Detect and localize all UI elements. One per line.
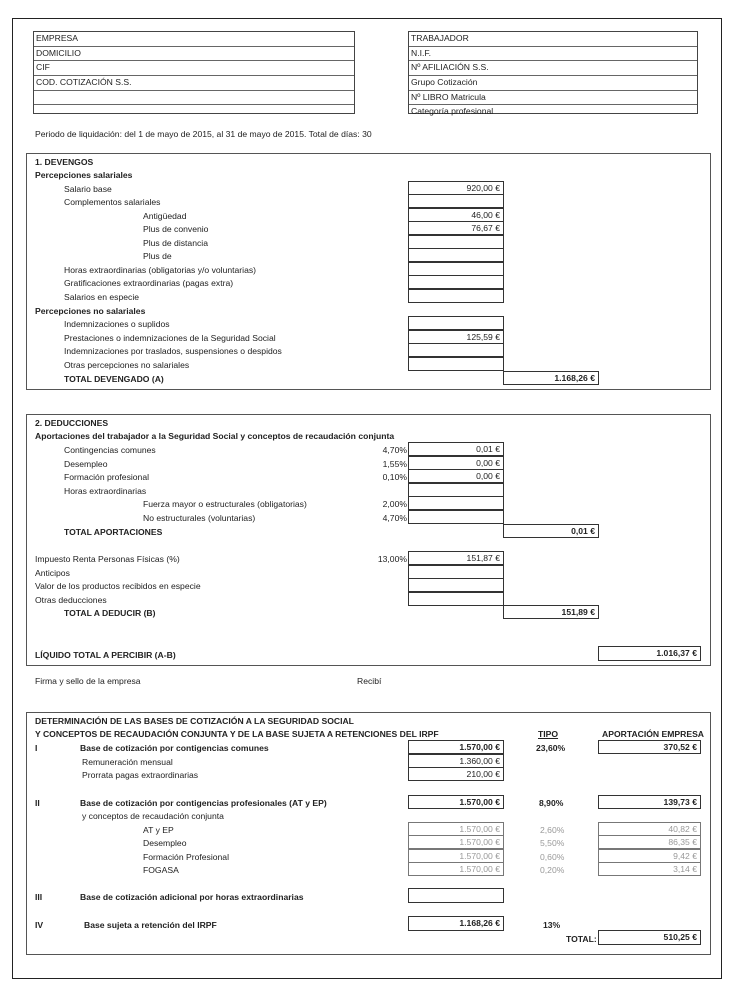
total-deducir-label: TOTAL A DEDUCIR (B) bbox=[64, 608, 156, 618]
recaudacion-label: Formación Profesional bbox=[143, 852, 229, 862]
devengo-value[interactable]: 46,00 € bbox=[408, 208, 504, 222]
aportacion-value[interactable]: 0,00 € bbox=[408, 469, 504, 483]
deduccion-label: Otras deducciones bbox=[35, 595, 107, 605]
aportacion-empresa-header: APORTACIÓN EMPRESA bbox=[602, 729, 705, 739]
aportacion-value[interactable] bbox=[408, 510, 504, 524]
recaudacion-aportacion: 3,14 € bbox=[598, 862, 701, 876]
total-aportacion-label: TOTAL: bbox=[566, 934, 597, 944]
no-salarial-value[interactable] bbox=[408, 357, 504, 371]
aportacion-label: Horas extraordinarias bbox=[64, 486, 147, 496]
deducciones-title: 2. DEDUCCIONES bbox=[35, 418, 109, 428]
tipo-header: TIPO bbox=[538, 729, 559, 739]
grupo-cotizacion-field[interactable]: Grupo Cotización bbox=[409, 76, 697, 91]
recaudacion-tipo: 2,60% bbox=[540, 825, 565, 835]
salariales-title: Percepciones salariales bbox=[35, 170, 133, 180]
total-aportaciones-value: 0,01 € bbox=[503, 524, 599, 538]
deduccion-value[interactable] bbox=[408, 592, 504, 606]
deduccion-value[interactable] bbox=[408, 565, 504, 579]
categoria-field[interactable]: Categoría profesional bbox=[411, 106, 494, 117]
base-comunes-aportacion: 370,52 € bbox=[598, 740, 701, 754]
recaudacion-label: FOGASA bbox=[143, 865, 179, 875]
base-comunes-value[interactable]: 1.570,00 € bbox=[408, 740, 504, 754]
no-salarial-value[interactable] bbox=[408, 343, 504, 357]
recaudacion-label: AT y EP bbox=[143, 825, 174, 835]
aportacion-value[interactable] bbox=[408, 496, 504, 510]
no-salarial-value[interactable]: 125,59 € bbox=[408, 330, 504, 344]
firma-empresa-label: Firma y sello de la empresa bbox=[35, 676, 141, 686]
base-profesionales-label: Base de cotización por contigencias profesionales (AT y EP) bbox=[80, 798, 327, 808]
deduccion-label: Impuesto Renta Personas Físicas (%) bbox=[35, 554, 180, 564]
total-deducir-value: 151,89 € bbox=[503, 605, 599, 619]
domicilio-field[interactable]: DOMICILIO bbox=[34, 47, 354, 62]
devengo-label: Plus de distancia bbox=[143, 238, 208, 248]
no-salarial-label: Indemnizaciones o suplidos bbox=[64, 319, 170, 329]
recaudacion-base[interactable]: 1.570,00 € bbox=[408, 849, 504, 863]
base-comunes-tipo: 23,60% bbox=[536, 743, 566, 753]
base-sub-label: Prorrata pagas extraordinarias bbox=[82, 770, 199, 780]
base-sub-value[interactable]: 1.360,00 € bbox=[408, 754, 504, 768]
devengo-label: Antigüedad bbox=[143, 211, 187, 221]
devengo-value[interactable] bbox=[408, 235, 504, 249]
recaudacion-tipo: 5,50% bbox=[540, 838, 565, 848]
aportacion-pct: 0,10% bbox=[382, 472, 407, 482]
aportacion-pct: 1,55% bbox=[382, 459, 407, 469]
devengo-label: Complementos salariales bbox=[64, 197, 161, 207]
base-profesionales-aportacion: 139,73 € bbox=[598, 795, 701, 809]
devengo-value[interactable] bbox=[408, 262, 504, 276]
devengo-value[interactable] bbox=[408, 289, 504, 303]
no-salarial-label: Prestaciones o indemnizaciones de la Seguridad Social bbox=[64, 333, 276, 343]
deduccion-label: Anticipos bbox=[35, 568, 70, 578]
deduccion-value[interactable] bbox=[408, 578, 504, 592]
base-sub-label: Remuneración mensual bbox=[82, 757, 173, 767]
nif-field[interactable]: N.I.F. bbox=[409, 47, 697, 62]
no-salarial-value[interactable] bbox=[408, 316, 504, 330]
devengo-value[interactable]: 76,67 € bbox=[408, 221, 504, 235]
devengo-value[interactable]: 920,00 € bbox=[408, 181, 504, 195]
trabajador-field[interactable]: TRABAJADOR bbox=[409, 32, 697, 47]
base-horas-extra-value[interactable] bbox=[408, 888, 504, 903]
recaudacion-aportacion: 40,82 € bbox=[598, 822, 701, 836]
base-irpf-value[interactable]: 1.168,26 € bbox=[408, 916, 504, 931]
total-devengado-label: TOTAL DEVENGADO (A) bbox=[64, 374, 164, 384]
recibi-label: Recibí bbox=[357, 676, 382, 686]
base-sub-value[interactable]: 210,00 € bbox=[408, 767, 504, 781]
empresa-field[interactable]: EMPRESA bbox=[34, 32, 354, 47]
devengo-value[interactable] bbox=[408, 275, 504, 289]
recaudacion-aportacion: 86,35 € bbox=[598, 835, 701, 849]
total-aportacion-value: 510,25 € bbox=[598, 930, 701, 945]
devengo-value[interactable] bbox=[408, 194, 504, 208]
aportacion-pct: 2,00% bbox=[382, 499, 407, 509]
cod-cotizacion-field[interactable]: COD. COTIZACIÓN S.S. bbox=[34, 76, 354, 91]
empresa-blank-field[interactable] bbox=[34, 91, 354, 106]
no-salarial-label: Otras percepciones no salariales bbox=[64, 360, 190, 370]
aportacion-label: Desempleo bbox=[64, 459, 108, 469]
afiliacion-field[interactable]: Nº AFILIACIÓN S.S. bbox=[409, 61, 697, 76]
libro-matricula-field[interactable]: Nº LIBRO Matricula bbox=[409, 91, 697, 106]
base-profesionales-tipo: 8,90% bbox=[539, 798, 564, 808]
section-num: III bbox=[35, 892, 43, 902]
empresa-box bbox=[33, 31, 355, 114]
base-horas-extra-label: Base de cotización adicional por horas extraordinarias bbox=[80, 892, 304, 902]
empresa-blank-field[interactable] bbox=[34, 105, 354, 119]
recaudacion-base[interactable]: 1.570,00 € bbox=[408, 862, 504, 876]
deduccion-value[interactable]: 151,87 € bbox=[408, 551, 504, 565]
recaudacion-label: Desempleo bbox=[143, 838, 187, 848]
recaudacion-base[interactable]: 1.570,00 € bbox=[408, 835, 504, 849]
recaudacion-base[interactable]: 1.570,00 € bbox=[408, 822, 504, 836]
no-salariales-title: Percepciones no salariales bbox=[35, 306, 146, 316]
recaudacion-aportacion: 9,42 € bbox=[598, 849, 701, 863]
aportacion-label: No estructurales (voluntarias) bbox=[143, 513, 256, 523]
devengo-label: Gratificaciones extraordinarias (pagas extra) bbox=[64, 278, 234, 288]
devengo-label: Horas extraordinarias (obligatorias y/o voluntarias) bbox=[64, 265, 257, 275]
deduccion-pct: 13,00% bbox=[377, 554, 407, 564]
cif-field[interactable]: CIF bbox=[34, 61, 354, 76]
recaudacion-tipo: 0,60% bbox=[540, 852, 565, 862]
recaudacion-subtitle: y conceptos de recaudación conjunta bbox=[82, 811, 224, 821]
aportacion-value[interactable] bbox=[408, 483, 504, 497]
no-salarial-label: Indemnizaciones por traslados, suspensiones o despidos bbox=[64, 346, 282, 356]
section-num: I bbox=[35, 743, 38, 753]
section-num: IV bbox=[35, 920, 44, 930]
devengo-label: Salarios en especie bbox=[64, 292, 140, 302]
aportacion-value[interactable]: 0,00 € bbox=[408, 456, 504, 470]
total-devengado-value: 1.168,26 € bbox=[503, 371, 599, 385]
aportacion-label: Fuerza mayor o estructurales (obligatorias) bbox=[143, 499, 307, 509]
recaudacion-tipo: 0,20% bbox=[540, 865, 565, 875]
base-irpf-tipo: 13% bbox=[543, 920, 561, 930]
aportacion-pct: 4,70% bbox=[382, 513, 407, 523]
aportacion-label: Formación profesional bbox=[64, 472, 150, 482]
devengos-title: 1. DEVENGOS bbox=[35, 157, 94, 167]
bases-title-2: Y CONCEPTOS DE RECAUDACIÓN CONJUNTA Y DE LA BASE SUJETA A RETENCIONES DEL IRPF bbox=[35, 729, 439, 739]
devengo-label: Plus de convenio bbox=[143, 224, 209, 234]
periodo-text: Periodo de liquidación: del 1 de mayo de 2015, al 31 de mayo de 2015. Total de días: 30 bbox=[35, 129, 372, 139]
bases-title-1: DETERMINACIÓN DE LAS BASES DE COTIZACIÓN A LA SEGURIDAD SOCIAL bbox=[35, 716, 354, 726]
devengo-label: Salario base bbox=[64, 184, 112, 194]
aportacion-label: Contingencias comunes bbox=[64, 445, 156, 455]
devengo-value[interactable] bbox=[408, 248, 504, 262]
aportaciones-title: Aportaciones del trabajador a la Seguridad Social y conceptos de recaudación conjunta bbox=[35, 431, 395, 441]
section-num: II bbox=[35, 798, 40, 808]
deduccion-label: Valor de los productos recibidos en especie bbox=[35, 581, 201, 591]
total-aportaciones-label: TOTAL APORTACIONES bbox=[64, 527, 163, 537]
base-profesionales-value[interactable]: 1.570,00 € bbox=[408, 795, 504, 809]
devengo-label: Plus de bbox=[143, 251, 172, 261]
liquido-label: LÍQUIDO TOTAL A PERCIBIR (A-B) bbox=[35, 650, 176, 660]
base-irpf-label: Base sujeta a retención del IRPF bbox=[84, 920, 217, 930]
base-comunes-label: Base de cotización por contigencias comunes bbox=[80, 743, 269, 753]
trabajador-box bbox=[408, 31, 698, 117]
aportacion-pct: 4,70% bbox=[382, 445, 407, 455]
aportacion-value[interactable]: 0,01 € bbox=[408, 442, 504, 456]
liquido-value: 1.016,37 € bbox=[598, 646, 701, 661]
